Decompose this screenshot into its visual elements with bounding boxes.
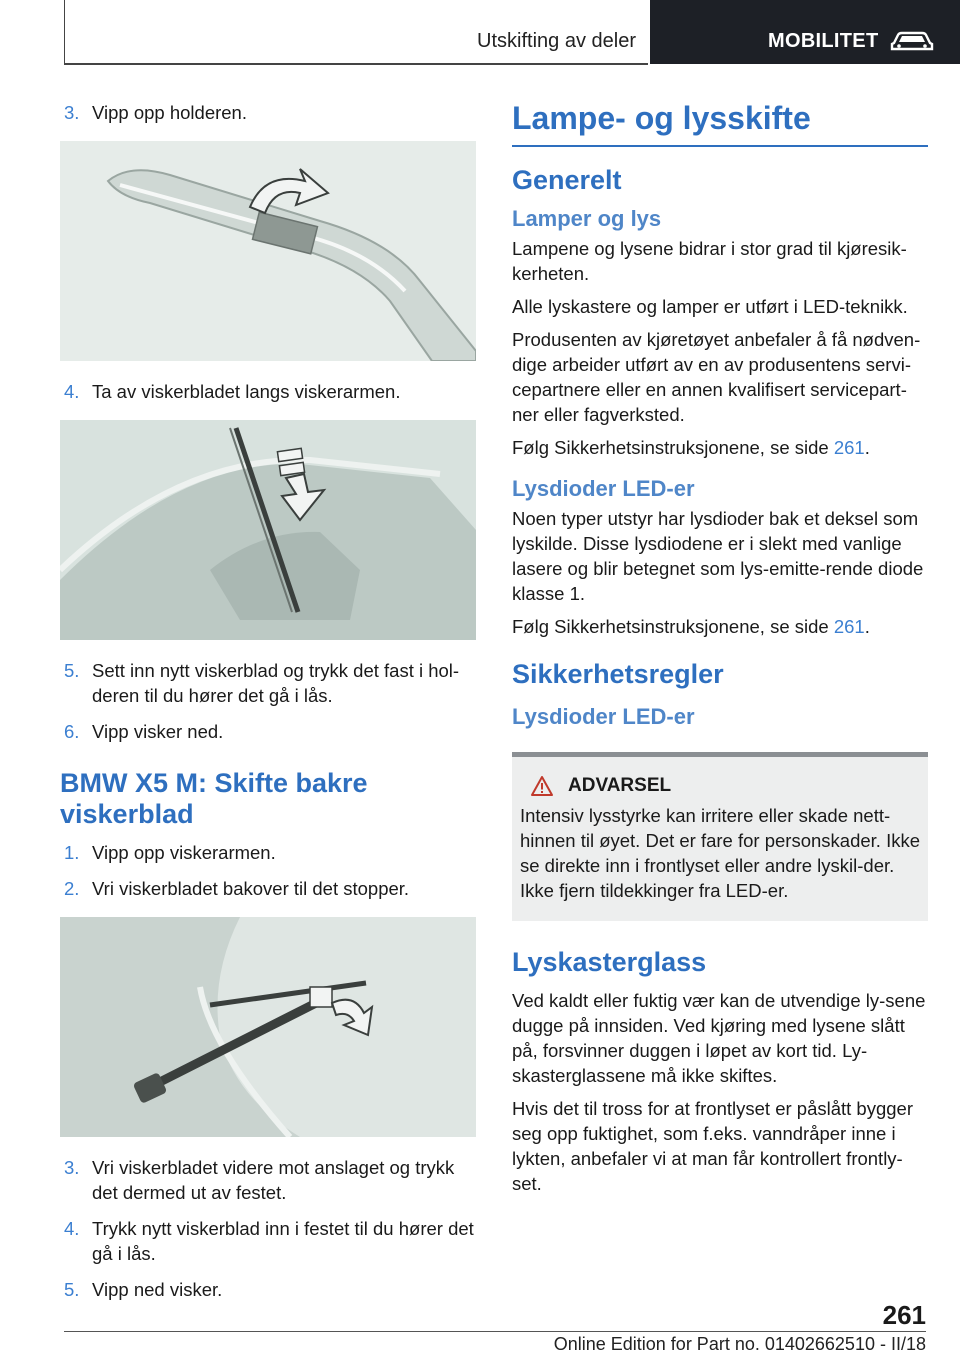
heading-general: Generelt bbox=[512, 165, 622, 195]
step-item bbox=[60, 719, 476, 744]
paragraph: Noen typer utstyr har lysdioder bak et deksel som lyskilde. Disse lysdiodene er i slekt med vanlige lasere og blir betegnet som lys-emitte-rende diode klasse 1. bbox=[512, 508, 924, 604]
step-item bbox=[60, 1277, 476, 1302]
step-item bbox=[60, 1155, 476, 1205]
heading-led: Lysdioder LED-er bbox=[512, 476, 695, 501]
page-number: 261 bbox=[882, 1300, 926, 1330]
right-column bbox=[512, 100, 928, 1204]
step-text: Vri viskerbladet bakover til det stopper. bbox=[92, 878, 410, 899]
warning-triangle-icon bbox=[530, 775, 554, 797]
illustration-rear-wiper bbox=[60, 917, 476, 1137]
paragraph: Hvis det til tross for at frontlyset er påslått bygger seg opp fuktighet, som f.eks. vanndråper inne i lykten, anbefaler vi at man får kontrollert frontly-set. bbox=[512, 1098, 913, 1194]
heading-safety-led: Lysdioder LED-er bbox=[512, 704, 695, 729]
step-number: 3. bbox=[64, 1157, 80, 1178]
step-item bbox=[60, 840, 476, 865]
see-text: Følg Sikkerhetsinstruksjonene, se side bbox=[512, 616, 834, 637]
step-number: 5. bbox=[64, 1279, 80, 1300]
step-text: Vipp opp holderen. bbox=[92, 102, 247, 123]
see-text: Følg Sikkerhetsinstruksjonene, se side bbox=[512, 437, 834, 458]
step-item bbox=[60, 1216, 476, 1266]
paragraph: Alle lyskastere og lamper er utført i LED-teknikk. bbox=[512, 296, 908, 317]
page-link[interactable]: 261 bbox=[833, 437, 865, 458]
step-text: Vipp visker ned. bbox=[92, 721, 224, 742]
step-text: Vipp ned visker. bbox=[92, 1279, 223, 1300]
step-number: 3. bbox=[64, 102, 80, 123]
illustration-wiper-holder bbox=[60, 141, 476, 361]
left-column bbox=[60, 100, 476, 1313]
step-text: Sett inn nytt viskerblad og trykk det fast i hol-deren til du hører det gå i lås. bbox=[92, 660, 460, 706]
warning-text: Intensiv lysstyrke kan irritere eller skade nett-hinnen til øyet. Det er fare for personskader. Ikke se direkte inn i frontlyset eller andre lyskil-der. Ikke fjern tildekkinger fra LED-er. bbox=[520, 805, 920, 901]
warning-header bbox=[520, 775, 920, 797]
paragraph: Lampene og lysene bidrar i stor grad til kjøresik-kerheten. bbox=[512, 238, 907, 284]
warning-label: ADVARSEL bbox=[568, 775, 672, 796]
footer-divider bbox=[64, 1331, 926, 1332]
step-item bbox=[60, 876, 476, 901]
heading-rear-wiper: BMW X5 M: Skifte bakre viskerblad bbox=[60, 768, 368, 829]
warning-box bbox=[512, 752, 928, 921]
step-text: Vri viskerbladet videre mot anslaget og trykk det dermed ut av festet. bbox=[92, 1157, 455, 1203]
step-text: Ta av viskerbladet langs viskerarmen. bbox=[92, 381, 401, 402]
step-number: 4. bbox=[64, 1218, 80, 1239]
step-item bbox=[60, 658, 476, 708]
header-chapter-tab bbox=[650, 0, 960, 64]
step-item bbox=[60, 379, 476, 404]
step-number: 1. bbox=[64, 842, 80, 863]
heading-lamps: Lamper og lys bbox=[512, 206, 662, 231]
paragraph-see-page bbox=[512, 614, 928, 639]
step-number: 2. bbox=[64, 878, 80, 899]
paragraph: Produsenten av kjøretøyet anbefaler å få nødven-dige arbeider utført av en av produsentens servi-cepartnere eller en annen kvalifisert servicepart-ner eller fagverksted. bbox=[512, 329, 921, 425]
header-section-title: Utskifting av deler bbox=[477, 30, 636, 52]
paragraph: Ved kaldt eller fuktig vær kan de utvendige ly-sene dugge på innsiden. Ved kjøring med lysene slått på, forsvinner duggen i løpet av kort tid. Ly-skasterglassene må ikke skiftes. bbox=[512, 990, 926, 1086]
car-icon bbox=[888, 30, 936, 52]
step-number: 5. bbox=[64, 660, 80, 681]
step-text: Vipp opp viskerarmen. bbox=[92, 842, 276, 863]
header-chapter-label: MOBILITET bbox=[768, 30, 879, 52]
step-item bbox=[60, 100, 476, 125]
step-number: 4. bbox=[64, 381, 80, 402]
heading-headlight-glass: Lyskasterglass bbox=[512, 947, 707, 977]
footer-edition: Online Edition for Part no. 01402662510 - II/18 bbox=[553, 1334, 926, 1354]
step-text: Trykk nytt viskerblad inn i festet til du hører det gå i lås. bbox=[92, 1218, 474, 1264]
illustration-windshield-wiper bbox=[60, 420, 476, 640]
paragraph-see-page bbox=[512, 435, 928, 460]
page-title: Lampe- og lysskifte bbox=[512, 100, 928, 147]
period: . bbox=[864, 437, 870, 458]
heading-safety: Sikkerhetsregler bbox=[512, 659, 724, 689]
period: . bbox=[864, 616, 870, 637]
step-number: 6. bbox=[64, 721, 80, 742]
page-link[interactable]: 261 bbox=[833, 616, 865, 637]
